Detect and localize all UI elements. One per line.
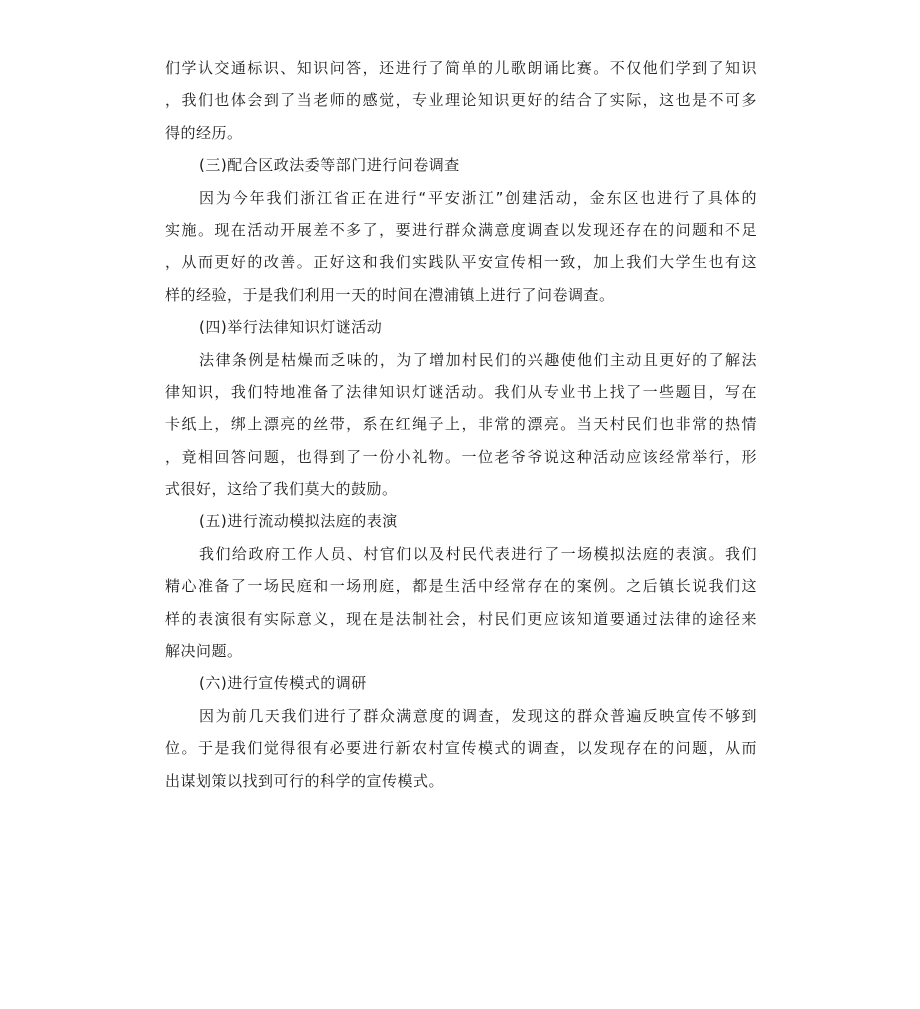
text-line: 法律条例是枯燥而乏味的，为了增加村民们的兴趣使他们主动且更好的了解法: [199, 350, 757, 369]
text-line: 精心准备了一场民庭和一场刑庭，都是生活中经常存在的案例。之后镇长说我们这: [165, 577, 757, 596]
text-line: 位。于是我们觉得很有必要进行新农村宣传模式的调查，以发现存在的问题，从而: [165, 739, 757, 758]
text-line: 出谋划策以找到可行的科学的宣传模式。: [165, 771, 445, 790]
text-line: ，我们也体会到了当老师的感觉，专业理论知识更好的结合了实际，这也是不可多: [165, 91, 757, 110]
text-line: 卡纸上，绑上漂亮的丝带，系在红绳子上，非常的漂亮。当天村民们也非常的热情: [165, 415, 757, 434]
text-line: 式很好，这给了我们莫大的鼓励。: [165, 480, 398, 499]
section-heading: (六)进行宣传模式的调研: [199, 674, 367, 693]
text-line: 实施。现在活动开展差不多了，要进行群众满意度调查以发现还存在的问题和不足: [165, 220, 757, 239]
text-line: 们学认交通标识、知识问答，还进行了简单的儿歌朗诵比赛。不仅他们学到了知识: [165, 59, 757, 77]
section-heading: (三)配合区政法委等部门进行问卷调查: [199, 156, 460, 175]
section-heading: (四)举行法律知识灯谜活动: [199, 318, 383, 337]
text-line: 样的表演很有实际意义，现在是法制社会，村民们更应该知道要通过法律的途径来: [165, 609, 757, 628]
document-page: [165, 52, 757, 797]
text-line: ，从而更好的改善。正好这和我们实践队平安宣传相一致，加上我们大学生也有这: [165, 253, 757, 272]
text-line: 因为前几天我们进行了群众满意度的调查，发现这的群众普遍反映宣传不够到: [199, 706, 757, 725]
text-line: ，竟相回答问题，也得到了一份小礼物。一位老爷爷说这种活动应该经常举行，形: [165, 447, 757, 466]
section-heading: (五)进行流动模拟法庭的表演: [199, 512, 398, 531]
text-line: 样的经验，于是我们利用一天的时间在澧浦镇上进行了问卷调查。: [165, 285, 615, 304]
text-line: 得的经历。: [165, 123, 243, 142]
text-line: 解决问题。: [165, 642, 243, 661]
text-line: 因为今年我们浙江省正在进行“平安浙江”创建活动，金东区也进行了具体的: [199, 188, 757, 207]
text-line: 律知识，我们特地准备了法律知识灯谜活动。我们从专业书上找了一些题目，写在: [165, 382, 757, 401]
text-line: 我们给政府工作人员、村官们以及村民代表进行了一场模拟法庭的表演。我们: [199, 544, 757, 563]
